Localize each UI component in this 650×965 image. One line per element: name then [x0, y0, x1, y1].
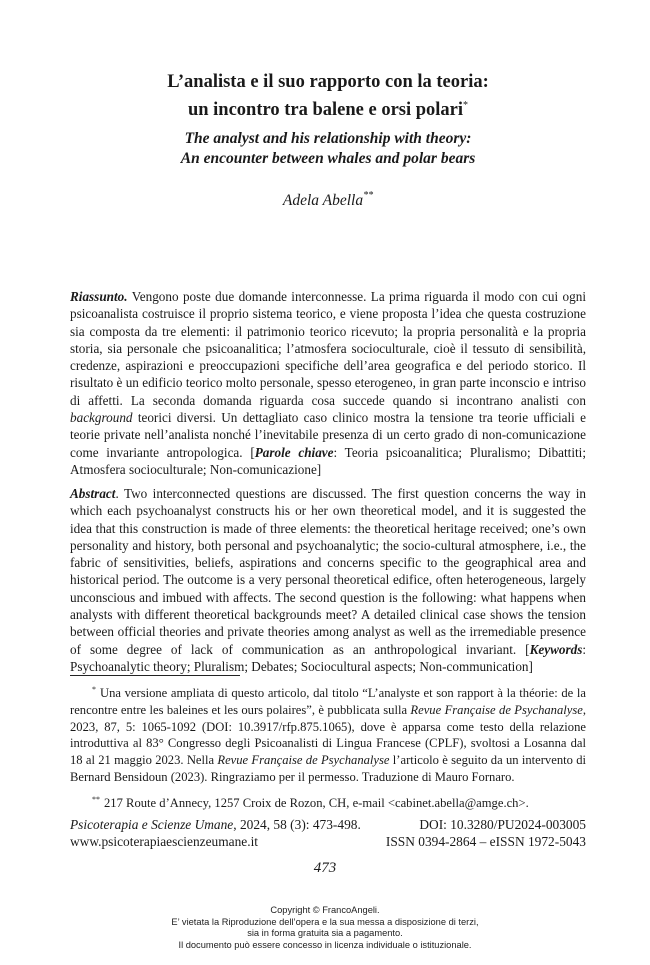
- footnote-1-text-a: Una versione ampliata di questo articolo, dal titolo “L’analyste et son rapport à la théorie: de la rencontre entre les baleines et les ours polaires”, è pubblicata sulla: [70, 686, 586, 717]
- footnote-1: [70, 682, 586, 786]
- journal-name: Psicoterapia e Scienze Umane: [70, 817, 234, 832]
- abstract-paragraph: [70, 485, 586, 675]
- title-line-2: un incontro tra balene e orsi polari: [187, 100, 464, 120]
- article-title: [70, 71, 586, 122]
- journal-doi: DOI: 10.3280/PU2024-003005: [419, 817, 586, 832]
- footnote-divider: [70, 675, 240, 676]
- page-number: 473: [313, 860, 337, 876]
- copyright-line-2: E’ vietata la Riproduzione dell’opera e la sua messa a disposizione di terzi,: [171, 916, 479, 927]
- riassunto-keywords-label: Parole chiave: [254, 444, 334, 460]
- footnote-1-text-c: l’articolo è seguito da un intervento di Bernard Bensidoun (2023). Ringraziamo per il permesso. Traduzione di Mauro Fornaro.: [70, 753, 586, 784]
- riassunto-italic-term: background: [70, 410, 133, 426]
- title-line-1: L’analista e il suo rapporto con la teoria:: [167, 72, 489, 92]
- footnote-1-text-b: , 2023, 87, 5: 1065-1092 (DOI: 10.3917/rfp.875.1065), dove è apparsa come testo della relazione introduttiva al 83° Congresso degli Psicoanalisti di Lingua Francese (CPLF), svoltosi a Losanna dal 18 al 21 maggio 2023. Nella: [70, 702, 586, 768]
- footnote-1-journal: Revue Française de Psychanalyse: [410, 702, 583, 717]
- copyright-line-4: Il documento può essere concesso in licenza individuale o istituzionale.: [178, 939, 472, 950]
- abstract-label: Abstract: [70, 486, 116, 501]
- subtitle-line-1: The analyst and his relationship with theory:: [184, 130, 472, 147]
- footnote-2-text: 217 Route d’Annecy, 1257 Croix de Rozon, CH, e-mail <cabinet.abella@amge.ch>.: [104, 796, 529, 810]
- footnote-1-mark: *: [92, 685, 96, 694]
- title-footnote-mark: *: [463, 100, 469, 111]
- copyright-line-3: sia in forma gratuita sia a pagamento.: [247, 928, 403, 939]
- article-subtitle: [70, 129, 586, 169]
- riassunto-text-2: teorici diversi. Un dettagliato caso clinico mostra la tensione tra teorie ufficiali e teorie private nell’analista nonché l’inevitabile presenza di un certo grado di non-comunicazione come invariante antropologica. [: [70, 410, 586, 460]
- copyright-notice: [0, 905, 650, 951]
- riassunto-label: Riassunto.: [70, 289, 128, 304]
- subtitle-line-2: An encounter between whales and polar bears: [180, 150, 476, 167]
- riassunto-keywords: : Teoria psicoanalitica; Pluralismo; Dibattiti; Atmosfera socioculturale; Non-comunicazione]: [70, 444, 586, 477]
- journal-issn: ISSN 0394-2864 – eISSN 1972-5043: [385, 834, 586, 849]
- abstract-text: . Two interconnected questions are discussed. The first question concerns the way in which each psychoanalyst constructs his or her own theoretical model, and it is suggested the idea that this construction is made of three elements: the theoretical heritage received; one’s own personality and history, both personal and psychoanalytic; the socio-cultural atmosphere, i.e., the fabric of sensitivities, beliefs, aspirations and concerns specific to the geographical area and historical period. The outcome is a very personal theoretical edifice, often heterogeneous, largely unconscious and imbued with affects. The second question is the following: what happens when analysts with different theoretical backgrounds meet? A detailed clinical case shows the tension between official theories and private theories among analyst as well as the irremediable presence of some degree of lack of communication as an anthropological invariant. [: [70, 486, 586, 657]
- riassunto-paragraph: [70, 288, 586, 478]
- copyright-line-1: Copyright © FrancoAngeli.: [270, 905, 380, 915]
- journal-volume: , 2024, 58 (3): 473-498.: [233, 817, 361, 832]
- footnote-2: [70, 792, 586, 812]
- author-name: Adela Abella: [282, 192, 364, 209]
- footnote-1-journal-2: Revue Française de Psychanalyse: [217, 753, 390, 768]
- abstract-keywords-label: Keywords: [529, 641, 583, 657]
- journal-citation: [70, 816, 361, 833]
- riassunto-text-1: Vengono poste due domande interconnesse. La prima riguarda il modo con cui ogni psicoanalista costruisce il proprio sistema teorico, e viene proposta l’idea che questa costruzione sia composta da tre elementi: il patrimonio teorico ricevuto; la propria personalità e la propria storia, sia personale che psicoanalitica; l’atmosfera socioculturale, cioè il tessuto di sensibilità, credenze, aspirazioni e preoccupazioni specifiche dell’area geografica e del periodo storico. Il risultato è un edificio teorico molto personale, spesso eterogeneo, in gran parte inconscio e intriso di affetti. La seconda domanda riguarda cosa succede quando si incontrano analisti con: [70, 289, 586, 408]
- footnote-2-mark: **: [92, 795, 100, 804]
- author-footnote-mark: **: [363, 190, 374, 201]
- author: [70, 190, 586, 210]
- journal-website: www.psicoterapiaescienzeumane.it: [70, 834, 259, 849]
- abstract-keywords: : Psychoanalytic theory; Pluralism; Debates; Sociocultural aspects; Non-communication]: [70, 641, 586, 674]
